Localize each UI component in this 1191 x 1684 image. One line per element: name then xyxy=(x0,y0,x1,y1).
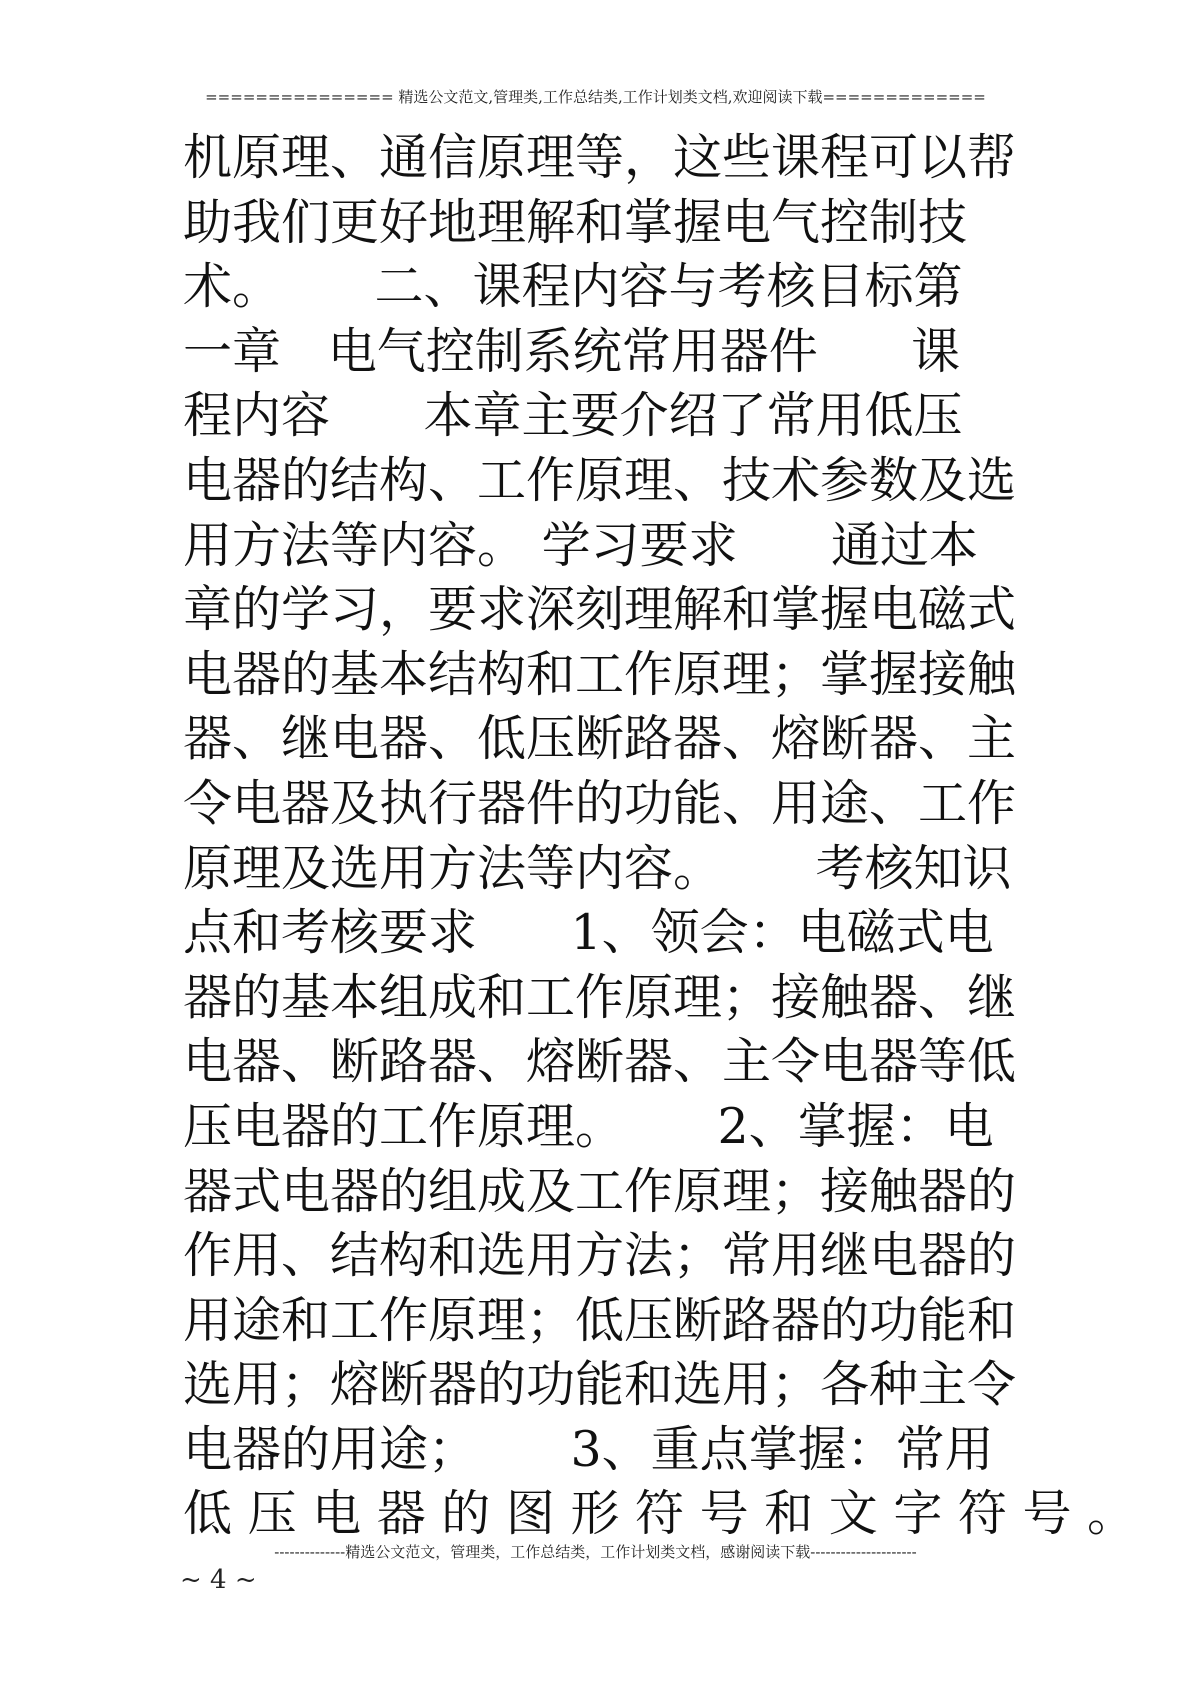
page-footer: --------------精选公文范文，管理类，工作总结类，工作计划类文档，感谢阅读下载--------------------- xyxy=(274,1543,917,1561)
page-header: =============== 精选公文范文,管理类,工作总结类,工作计划类文档,欢迎阅读下载============= xyxy=(205,88,986,106)
body-line: 一章 电气控制系统常用器件 课 xyxy=(183,322,961,380)
body-line: 压电器的工作原理。 2、掌握：电 xyxy=(183,1097,994,1155)
body-line: 器、继电器、低压断路器、熔断器、主 xyxy=(183,710,1017,768)
body-line: 术。 二、课程内容与考核目标第 xyxy=(183,258,963,316)
body-line: 选用；熔断器的功能和选用；各种主令 xyxy=(183,1356,1017,1414)
body-line: 电器的结构、工作原理、技术参数及选 xyxy=(183,451,1017,509)
body-line: 点和考核要求 1、领会：电磁式电 xyxy=(183,904,994,962)
body-line: 低 压 电 器 的 图 形 符 号 和 文 字 符 号 。 xyxy=(183,1485,1137,1543)
body-line: 电器的基本结构和工作原理；掌握接触 xyxy=(183,645,1017,703)
body-line: 器式电器的组成及工作原理；接触器的 xyxy=(183,1162,1017,1220)
page-number: ~ 4 ~ xyxy=(180,1565,257,1595)
body-line: 章的学习，要求深刻理解和掌握电磁式 xyxy=(183,581,1017,639)
body-line: 电器、断路器、熔断器、主令电器等低 xyxy=(183,1033,1017,1091)
body-line: 机原理、通信原理等，这些课程可以帮 xyxy=(183,129,1017,186)
body-line: 程内容 本章主要介绍了常用低压 xyxy=(183,387,963,445)
body-line: 用方法等内容。 学习要求 通过本 xyxy=(183,516,979,574)
body-line: 令电器及执行器件的功能、用途、工作 xyxy=(183,774,1017,832)
document-body xyxy=(183,126,1137,1547)
body-line: 器的基本组成和工作原理；接触器、继 xyxy=(183,968,1017,1026)
body-line: 作用、结构和选用方法；常用继电器的 xyxy=(183,1227,1017,1285)
body-line: 用途和工作原理；低压断路器的功能和 xyxy=(183,1291,1017,1349)
body-line: 助我们更好地理解和掌握电气控制技 xyxy=(183,193,968,251)
body-line: 原理及选用方法等内容。 考核知识 xyxy=(183,839,1012,897)
body-line: 电器的用途； 3、重点掌握：常用 xyxy=(183,1420,994,1478)
